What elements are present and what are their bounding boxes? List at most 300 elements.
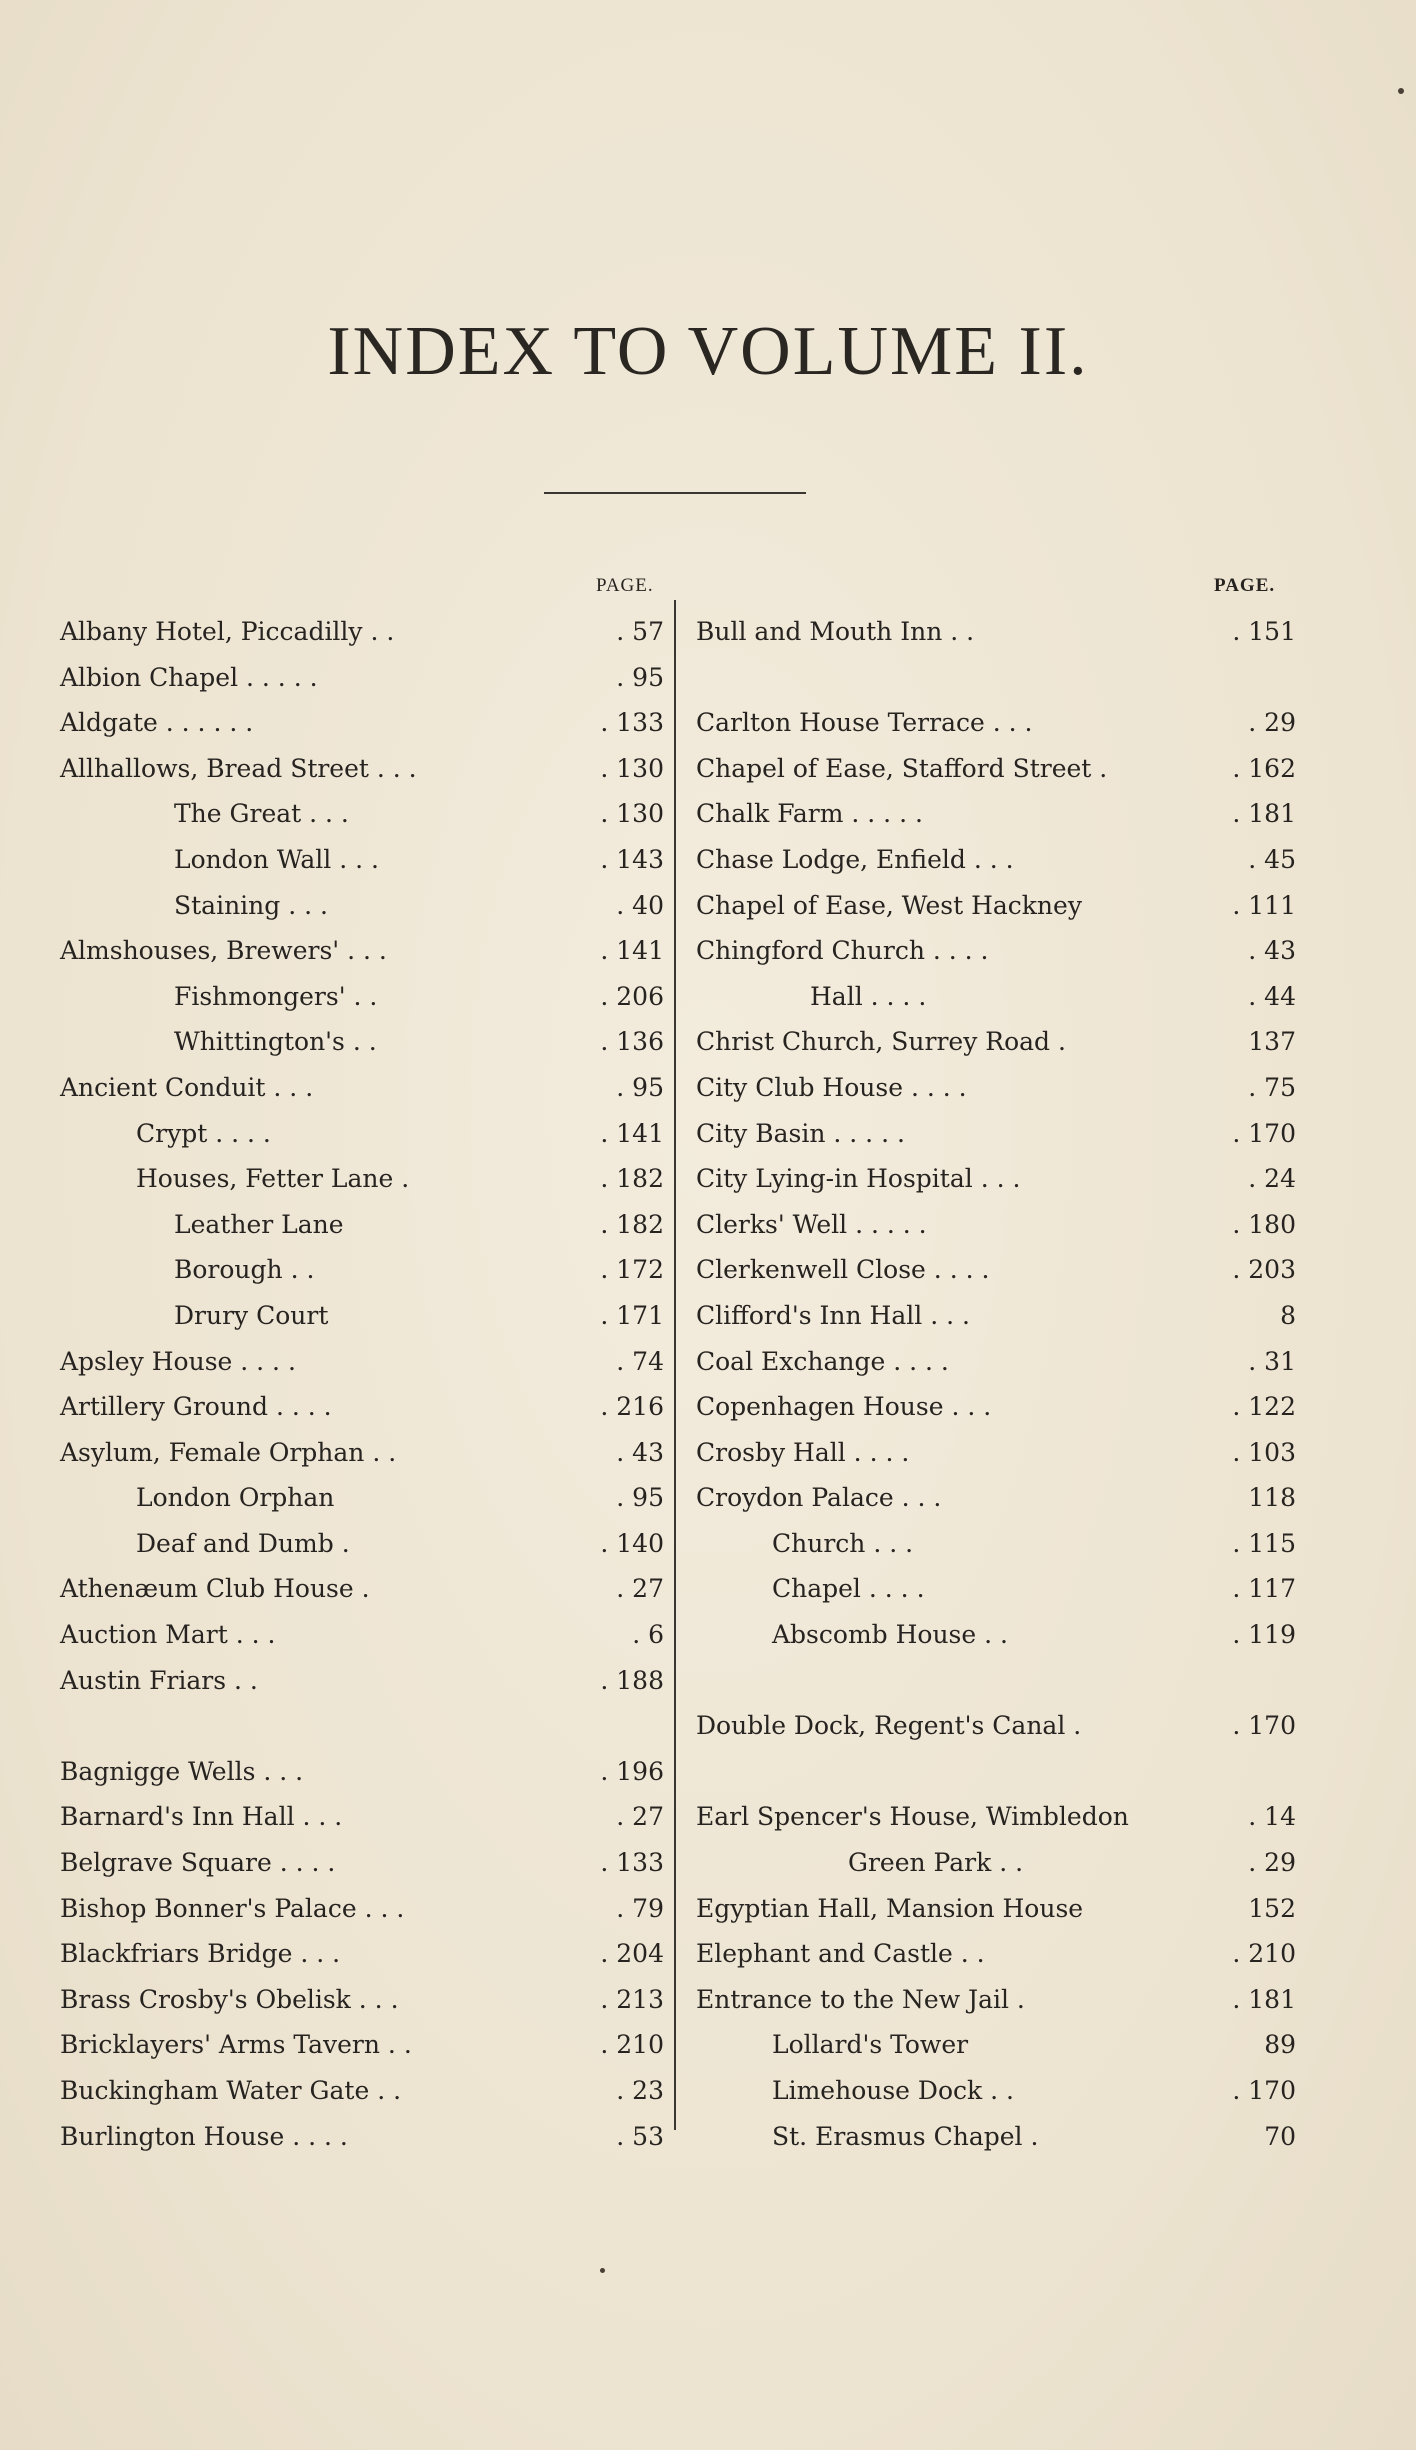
dot-leaders: . . . . xyxy=(284,2121,348,2151)
entry-text xyxy=(60,655,318,701)
dot-leaders: . . xyxy=(369,2076,402,2105)
page-number: . 140 xyxy=(600,1528,664,1558)
entry-title: Earl Spencer's House, Wimbledon xyxy=(696,1802,1129,1832)
page-number: . 203 xyxy=(1232,1255,1296,1285)
page-column-heading-left: PAGE. xyxy=(596,575,654,596)
index-entry xyxy=(0,1247,672,1293)
index-entry xyxy=(676,1566,1296,1612)
entry-text xyxy=(696,1931,985,1977)
index-entry xyxy=(0,1840,672,1886)
index-entry xyxy=(0,2114,672,2160)
index-entry xyxy=(0,1293,672,1339)
dot-leaders: . . . xyxy=(350,1984,399,2014)
index-entry xyxy=(0,1521,672,1567)
entry-text xyxy=(810,974,926,1020)
entry-text xyxy=(772,1521,913,1567)
dot-leaders: . . . . xyxy=(924,936,989,966)
page-number: . 115 xyxy=(1232,1528,1296,1558)
index-entries-right xyxy=(676,609,1296,2159)
entry-text xyxy=(60,1749,303,1795)
entry-text xyxy=(60,2114,348,2160)
index-entry xyxy=(0,1339,672,1385)
page-number: . 44 xyxy=(1248,981,1296,1011)
entry-text xyxy=(60,1430,396,1476)
entry-text xyxy=(174,883,328,929)
dot-leaders: . . xyxy=(379,2030,412,2060)
entry-title: Ancient Conduit xyxy=(60,1072,266,1102)
page-number: . 74 xyxy=(616,1346,664,1376)
entry-text xyxy=(696,1703,1081,1749)
page-number: . 210 xyxy=(600,2030,664,2060)
entry-text xyxy=(60,1794,342,1840)
page-column-heading-right: PAGE. xyxy=(1214,575,1276,596)
dot-leaders: . . . . xyxy=(885,1346,949,1376)
page-number: . 95 xyxy=(616,662,664,692)
page-number: . 182 xyxy=(600,1209,664,1239)
index-entry xyxy=(676,746,1296,792)
entry-title: Entrance to the New Jail xyxy=(696,1984,1009,2014)
index-entry xyxy=(0,974,672,1020)
dot-leaders: . xyxy=(1065,1711,1082,1741)
entry-title: Chalk Farm xyxy=(696,799,844,829)
entry-title: Leather Lane xyxy=(174,1209,344,1239)
entry-text xyxy=(60,1658,258,1704)
page-number: . 95 xyxy=(616,1072,664,1102)
page-title: INDEX TO VOLUME II. xyxy=(327,313,1089,390)
dot-leaders: . xyxy=(1022,2121,1039,2151)
index-entry xyxy=(676,2022,1296,2068)
dot-leaders: . . xyxy=(362,617,395,646)
entry-title: Chase Lodge, Enfield xyxy=(696,844,966,874)
page-number: . 14 xyxy=(1248,1802,1296,1832)
page-number: . 188 xyxy=(600,1665,664,1695)
page-number: . 162 xyxy=(1232,753,1296,783)
entry-title: Deaf and Dumb xyxy=(136,1528,334,1558)
index-entry xyxy=(676,1475,1296,1521)
index-entry xyxy=(676,1293,1296,1339)
page-number: . 136 xyxy=(600,1027,664,1057)
entry-title: Abscomb House xyxy=(772,1620,977,1650)
entry-title: Auction Mart xyxy=(60,1620,228,1650)
dot-leaders: . . . xyxy=(972,1164,1021,1194)
page-number: . 43 xyxy=(1248,936,1296,966)
entry-title: Buckingham Water Gate xyxy=(60,2076,370,2105)
entry-title: Albion Chapel xyxy=(60,662,239,692)
entry-text xyxy=(60,700,253,746)
index-entry xyxy=(0,1794,672,1840)
index-entry xyxy=(676,1521,1296,1567)
dot-leaders: . . . . xyxy=(925,1255,990,1285)
dot-leaders: . . . xyxy=(356,1893,405,1923)
page-number: . 75 xyxy=(1248,1072,1296,1102)
entry-title: Green Park xyxy=(848,1848,992,1878)
entry-title: Allhallows, Bread Street xyxy=(60,753,369,783)
index-entry xyxy=(676,1339,1296,1385)
entry-text xyxy=(174,1202,344,1248)
page-number: . 122 xyxy=(1232,1392,1296,1422)
entry-title: Brass Crosby's Obelisk xyxy=(60,1984,351,2014)
dot-leaders: . xyxy=(1091,753,1108,783)
entry-title: City Club House xyxy=(696,1072,903,1102)
page-number: . 29 xyxy=(1248,1848,1296,1878)
section-gap xyxy=(676,1658,1296,1704)
entry-title: Chingford Church xyxy=(696,936,925,966)
entry-title: Double Dock, Regent's Canal xyxy=(696,1711,1066,1741)
entry-text xyxy=(696,883,1082,929)
index-entry xyxy=(0,1111,672,1157)
entry-title: Apsley House xyxy=(60,1346,233,1376)
dot-leaders: . . . . xyxy=(862,981,927,1011)
index-entry xyxy=(676,791,1296,837)
entry-text xyxy=(696,1794,1129,1840)
entry-text xyxy=(60,1065,313,1111)
page-number: . 23 xyxy=(616,2076,664,2105)
page-number: 118 xyxy=(1248,1483,1296,1513)
dot-leaders: . . . . xyxy=(845,1437,910,1467)
index-entry xyxy=(0,1977,672,2023)
page-number: . 172 xyxy=(600,1255,664,1285)
index-entry xyxy=(0,883,672,929)
index-entry xyxy=(676,2068,1296,2114)
entry-text xyxy=(696,791,923,837)
index-entry xyxy=(0,609,672,655)
entry-text xyxy=(696,1977,1025,2023)
page-number: 152 xyxy=(1248,1893,1296,1923)
entry-title: Clerkenwell Close xyxy=(696,1255,926,1285)
entry-title: London Orphan xyxy=(136,1483,335,1513)
entry-title: Crypt xyxy=(136,1118,208,1148)
entry-text xyxy=(174,837,379,883)
entry-text xyxy=(60,1886,404,1932)
entry-text xyxy=(696,1886,1083,1932)
entry-text xyxy=(696,1247,989,1293)
page-number: . 181 xyxy=(1232,1984,1296,2014)
index-entry xyxy=(676,2114,1296,2160)
entry-title: Carlton House Terrace xyxy=(696,708,985,738)
entry-title: Limehouse Dock xyxy=(772,2076,983,2105)
dot-leaders: . . xyxy=(976,1620,1008,1650)
entry-title: Copenhagen House xyxy=(696,1392,944,1422)
dot-leaders: . xyxy=(333,1528,350,1558)
dot-leaders: . . . xyxy=(965,844,1014,874)
page-number: . 170 xyxy=(1232,1711,1296,1741)
dot-leaders: . . . xyxy=(255,1756,304,1786)
page-number: . 182 xyxy=(600,1164,664,1194)
entry-title: Barnard's Inn Hall xyxy=(60,1802,295,1832)
entry-text xyxy=(60,928,387,974)
entry-title: Church xyxy=(772,1528,866,1558)
entry-text xyxy=(174,1019,377,1065)
index-entry xyxy=(676,1840,1296,1886)
entry-title: Bull and Mouth Inn xyxy=(696,617,943,646)
entry-title: Egyptian Hall, Mansion House xyxy=(696,1893,1084,1923)
entry-text xyxy=(848,1840,1023,1886)
entry-text xyxy=(60,1339,296,1385)
dot-leaders: . . xyxy=(952,1939,985,1969)
entry-title: Chapel of Ease, Stafford Street xyxy=(696,753,1092,783)
entry-title: Artillery Ground xyxy=(60,1392,269,1422)
dot-leaders: . . xyxy=(282,1255,315,1285)
index-entry xyxy=(676,1931,1296,1977)
entry-text xyxy=(696,1384,991,1430)
index-entry xyxy=(676,883,1296,929)
ink-spot xyxy=(600,2268,605,2273)
dot-leaders: . . . . . xyxy=(238,662,318,692)
index-entry xyxy=(676,1202,1296,1248)
entry-title: Crosby Hall xyxy=(696,1437,846,1467)
entry-text xyxy=(696,1475,941,1521)
page-number: . 117 xyxy=(1232,1574,1296,1604)
index-entry xyxy=(676,1384,1296,1430)
dot-leaders: . . . xyxy=(984,708,1033,738)
entry-text xyxy=(772,2114,1038,2160)
entry-title: Athenæum Club House xyxy=(60,1574,354,1604)
dot-leaders: . . . xyxy=(368,753,417,783)
page-number: . 27 xyxy=(616,1802,664,1832)
page-number: . 40 xyxy=(616,890,664,920)
index-entry xyxy=(676,1065,1296,1111)
page-number: . 196 xyxy=(600,1756,664,1786)
page-number: . 57 xyxy=(616,617,664,646)
index-entry xyxy=(676,1703,1296,1749)
entry-title: Bricklayers' Arms Tavern xyxy=(60,2030,380,2060)
entry-text xyxy=(174,974,377,1020)
page-number: . 151 xyxy=(1232,617,1296,646)
entry-title: Croydon Palace xyxy=(696,1483,894,1513)
dot-leaders: . . . xyxy=(301,799,349,829)
page-number: . 29 xyxy=(1248,708,1296,738)
index-entry xyxy=(676,1977,1296,2023)
page-number: 70 xyxy=(1264,2121,1296,2151)
entry-text xyxy=(696,609,974,655)
entry-text xyxy=(696,1065,967,1111)
page-number: . 79 xyxy=(616,1893,664,1923)
entry-title: The Great xyxy=(174,799,302,829)
section-gap xyxy=(676,1749,1296,1795)
dot-leaders: . . . xyxy=(294,1802,343,1832)
entry-text xyxy=(772,1612,1008,1658)
page-number: . 180 xyxy=(1232,1209,1296,1239)
index-entry xyxy=(0,1612,672,1658)
entry-text xyxy=(174,1247,314,1293)
entry-text xyxy=(696,1430,909,1476)
entry-text xyxy=(136,1111,271,1157)
entry-title: City Basin xyxy=(696,1118,826,1148)
entry-text xyxy=(136,1156,409,1202)
entry-text xyxy=(60,1931,340,1977)
dot-leaders: . . xyxy=(344,1027,377,1057)
page-number: . 204 xyxy=(600,1939,664,1969)
index-entry xyxy=(0,1475,672,1521)
index-entry xyxy=(0,1384,672,1430)
index-entry xyxy=(676,700,1296,746)
index-entry xyxy=(676,837,1296,883)
entry-text xyxy=(772,2068,1014,2114)
entry-title: Lollard's Tower xyxy=(772,2030,969,2060)
dot-leaders: . . . . xyxy=(903,1072,967,1102)
entry-text xyxy=(696,1111,905,1157)
entry-text xyxy=(696,1339,949,1385)
dot-leaders: . xyxy=(393,1164,410,1194)
dot-leaders: . . . . xyxy=(207,1118,271,1148)
page-number: . 181 xyxy=(1232,799,1296,829)
entry-title: Blackfriars Bridge xyxy=(60,1939,293,1969)
entry-text xyxy=(696,837,1014,883)
entry-title: Elephant and Castle xyxy=(696,1939,953,1969)
entry-text xyxy=(136,1521,350,1567)
index-entry xyxy=(0,1566,672,1612)
page-number: . 103 xyxy=(1232,1437,1296,1467)
index-entry xyxy=(676,1019,1296,1065)
entry-text xyxy=(174,1293,328,1339)
dot-leaders: . . . . xyxy=(268,1392,332,1422)
dot-leaders: . . xyxy=(982,2076,1014,2105)
dot-leaders: . xyxy=(1050,1027,1066,1057)
entry-text xyxy=(60,1384,332,1430)
page-number: . 27 xyxy=(616,1574,664,1604)
index-entry xyxy=(676,974,1296,1020)
page-number: . 133 xyxy=(600,1848,664,1878)
index-entry xyxy=(676,1247,1296,1293)
index-entry xyxy=(676,1430,1296,1476)
entry-text xyxy=(696,928,989,974)
entry-text xyxy=(60,746,417,792)
entry-title: Chapel xyxy=(772,1574,861,1604)
entry-title: Austin Friars xyxy=(60,1665,227,1695)
dot-leaders: . . . . xyxy=(232,1346,296,1376)
entry-title: Coal Exchange xyxy=(696,1346,886,1376)
index-entry xyxy=(0,928,672,974)
entry-text xyxy=(60,2022,412,2068)
index-entry xyxy=(676,1794,1296,1840)
entry-title: Drury Court xyxy=(174,1300,329,1330)
dot-leaders: . . xyxy=(991,1848,1024,1878)
page-number: . 216 xyxy=(600,1392,664,1422)
entry-text xyxy=(60,1840,335,1886)
entry-title: Staining xyxy=(174,890,281,920)
page-number: . 213 xyxy=(600,1984,664,2014)
index-entry xyxy=(0,1202,672,1248)
entry-text xyxy=(696,1293,970,1339)
page-number: . 6 xyxy=(632,1620,664,1650)
dot-leaders: . . . xyxy=(292,1939,341,1969)
index-entry xyxy=(676,1156,1296,1202)
index-entry xyxy=(676,928,1296,974)
entry-text xyxy=(696,746,1107,792)
dot-leaders: . . . xyxy=(893,1483,942,1513)
entry-title: St. Erasmus Chapel xyxy=(772,2121,1023,2151)
entry-title: Fishmongers' xyxy=(174,981,346,1011)
index-entry xyxy=(0,1886,672,1932)
page-number: . 111 xyxy=(1232,890,1296,920)
entry-title: Burlington House xyxy=(60,2121,285,2151)
entry-title: Christ Church, Surrey Road xyxy=(696,1027,1051,1057)
dot-leaders: . . . . . xyxy=(825,1118,905,1148)
entry-text xyxy=(772,2022,968,2068)
entry-title: Bagnigge Wells xyxy=(60,1756,256,1786)
ink-spot xyxy=(1398,88,1404,94)
page-number: . 210 xyxy=(1232,1939,1296,1969)
dot-leaders: . . . xyxy=(922,1300,970,1330)
page-number: . 170 xyxy=(1232,2076,1296,2105)
entry-title: Belgrave Square xyxy=(60,1848,272,1878)
entry-title: City Lying-in Hospital xyxy=(696,1164,973,1194)
entry-title: Albany Hotel, Piccadilly xyxy=(60,617,363,646)
dot-leaders: . . . xyxy=(865,1528,914,1558)
page-number: . 170 xyxy=(1232,1118,1296,1148)
page-number: . 130 xyxy=(600,799,664,829)
entry-title: Asylum, Female Orphan xyxy=(60,1437,365,1467)
index-entry xyxy=(676,609,1296,655)
index-entry xyxy=(0,837,672,883)
entry-title: Chapel of Ease, West Hackney xyxy=(696,890,1082,920)
page-number: . 119 xyxy=(1232,1620,1296,1650)
index-entry xyxy=(0,2068,672,2114)
entry-text xyxy=(60,609,394,655)
entry-title: Hall xyxy=(810,981,863,1011)
page-number: 89 xyxy=(1264,2030,1296,2060)
dot-leaders: . . . . xyxy=(860,1574,925,1604)
page-number: . 141 xyxy=(600,936,664,966)
index-entry xyxy=(0,1931,672,1977)
entry-text xyxy=(696,1156,1020,1202)
entry-text xyxy=(696,1202,927,1248)
dot-leaders: . xyxy=(353,1574,370,1604)
dot-leaders: . . . . . xyxy=(843,799,923,829)
index-entry xyxy=(676,1612,1296,1658)
entry-text xyxy=(60,1977,399,2023)
entry-text xyxy=(772,1566,925,1612)
entry-title: Aldgate xyxy=(60,708,158,738)
entry-text xyxy=(60,2068,401,2114)
dot-leaders: . . xyxy=(345,981,378,1011)
index-entry xyxy=(0,1019,672,1065)
entry-title: Borough xyxy=(174,1255,283,1285)
index-entry xyxy=(0,1749,672,1795)
page-number: . 141 xyxy=(600,1118,664,1148)
section-gap xyxy=(676,655,1296,701)
index-entry xyxy=(0,1065,672,1111)
entry-title: London Wall xyxy=(174,844,332,874)
entry-text xyxy=(60,1612,276,1658)
entry-title: Whittington's xyxy=(174,1027,345,1057)
entry-title: Almshouses, Brewers' xyxy=(60,936,340,966)
entry-text xyxy=(696,700,1032,746)
title-rule xyxy=(544,492,806,494)
index-entry xyxy=(0,746,672,792)
entry-text xyxy=(60,1566,370,1612)
dot-leaders: . . . xyxy=(227,1620,276,1650)
dot-leaders: . . . . xyxy=(271,1848,336,1878)
entry-text xyxy=(696,1019,1066,1065)
entry-text xyxy=(136,1475,334,1521)
entry-title: Clerks' Well xyxy=(696,1209,848,1239)
dot-leaders: . . . xyxy=(265,1072,314,1102)
dot-leaders: . . . xyxy=(331,844,379,874)
entry-title: Bishop Bonner's Palace xyxy=(60,1893,357,1923)
dot-leaders: . . xyxy=(942,617,975,646)
page-number: . 31 xyxy=(1248,1346,1296,1376)
index-entry xyxy=(0,700,672,746)
index-entry xyxy=(0,1658,672,1704)
page-number: . 130 xyxy=(600,753,664,783)
page-number: . 206 xyxy=(600,981,664,1011)
dot-leaders: . . . . . . xyxy=(157,708,254,738)
index-entry xyxy=(676,1111,1296,1157)
page-number: . 143 xyxy=(600,844,664,874)
page-number: . 133 xyxy=(600,708,664,738)
index-entry xyxy=(0,1430,672,1476)
